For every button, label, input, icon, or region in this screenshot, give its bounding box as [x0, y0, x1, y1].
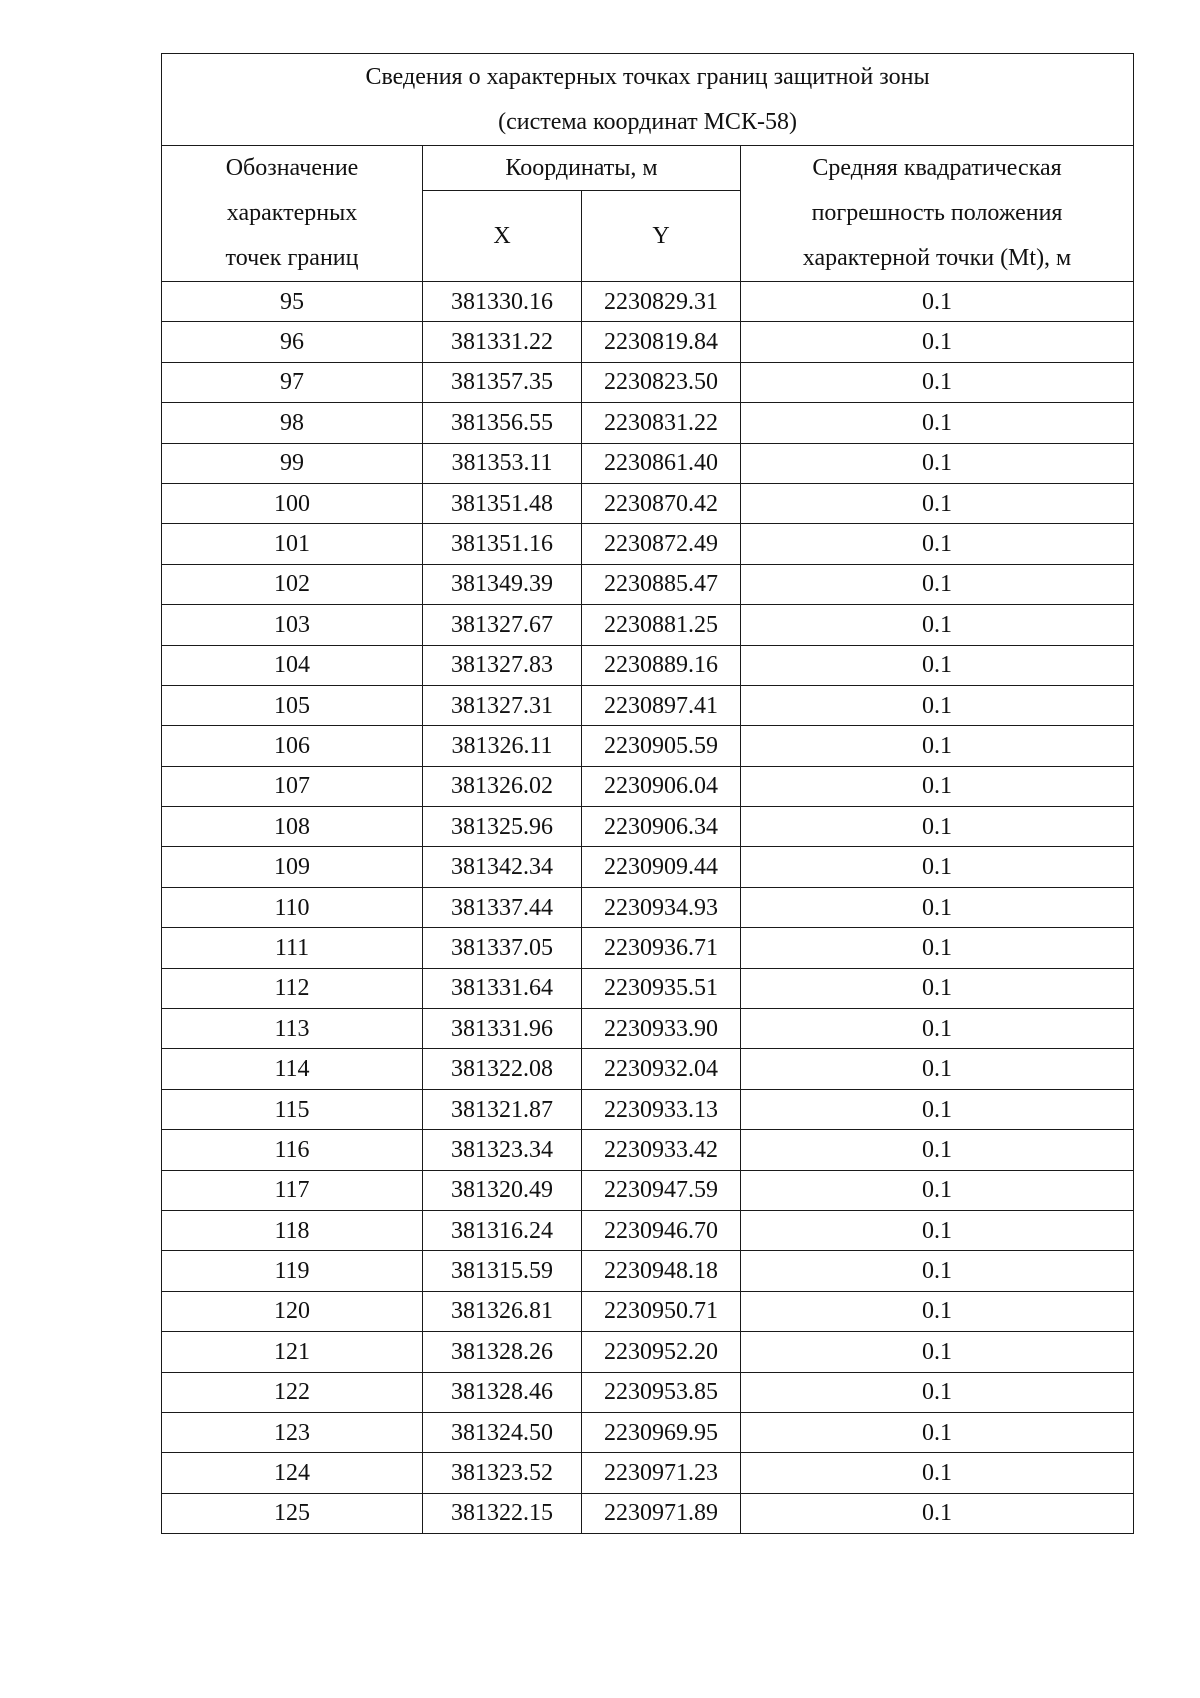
error-cell: 0.1: [741, 928, 1134, 968]
point-id-cell: 109: [162, 847, 423, 887]
point-id-cell: 120: [162, 1291, 423, 1331]
table-row: [162, 847, 1134, 887]
error-cell: 0.1: [741, 1251, 1134, 1291]
point-id-cell: 125: [162, 1493, 423, 1533]
x-coordinate-cell: 381349.39: [423, 564, 582, 604]
point-id-cell: 105: [162, 685, 423, 725]
table-row: [162, 1453, 1134, 1493]
x-coordinate-cell: 381357.35: [423, 362, 582, 402]
error-cell: 0.1: [741, 1170, 1134, 1210]
x-coordinate-cell: 381351.48: [423, 483, 582, 523]
header-error-line-2: погрешность положения: [811, 200, 1063, 226]
header-error: [741, 146, 1134, 282]
y-coordinate-cell: 2230881.25: [582, 605, 741, 645]
table-row: [162, 1170, 1134, 1210]
y-coordinate-cell: 2230909.44: [582, 847, 741, 887]
table-row: [162, 1049, 1134, 1089]
point-id-cell: 113: [162, 1009, 423, 1049]
point-id-cell: 100: [162, 483, 423, 523]
error-cell: 0.1: [741, 443, 1134, 483]
error-cell: 0.1: [741, 968, 1134, 1008]
table-row: [162, 1291, 1134, 1331]
point-id-cell: 98: [162, 403, 423, 443]
y-coordinate-cell: 2230952.20: [582, 1332, 741, 1372]
y-coordinate-cell: 2230933.90: [582, 1009, 741, 1049]
x-coordinate-cell: 381331.96: [423, 1009, 582, 1049]
error-cell: 0.1: [741, 807, 1134, 847]
boundary-points-table: [161, 53, 1134, 1534]
error-cell: 0.1: [741, 1291, 1134, 1331]
y-coordinate-cell: 2230969.95: [582, 1412, 741, 1452]
point-id-cell: 97: [162, 362, 423, 402]
y-coordinate-cell: 2230950.71: [582, 1291, 741, 1331]
y-coordinate-cell: 2230889.16: [582, 645, 741, 685]
y-coordinate-cell: 2230953.85: [582, 1372, 741, 1412]
x-coordinate-cell: 381324.50: [423, 1412, 582, 1452]
error-cell: 0.1: [741, 685, 1134, 725]
table-row: [162, 1089, 1134, 1129]
error-cell: 0.1: [741, 1412, 1134, 1452]
error-cell: 0.1: [741, 524, 1134, 564]
error-cell: 0.1: [741, 564, 1134, 604]
header-designation-line-3: точек границ: [225, 245, 359, 271]
x-coordinate-cell: 381331.64: [423, 968, 582, 1008]
error-cell: 0.1: [741, 887, 1134, 927]
y-coordinate-cell: 2230932.04: [582, 1049, 741, 1089]
table-row: [162, 1210, 1134, 1250]
header-error-line-1: Средняя квадратическая: [812, 155, 1062, 181]
point-id-cell: 118: [162, 1210, 423, 1250]
error-cell: 0.1: [741, 1372, 1134, 1412]
y-coordinate-cell: 2230971.23: [582, 1453, 741, 1493]
y-coordinate-cell: 2230906.04: [582, 766, 741, 806]
table-row: [162, 766, 1134, 806]
error-cell: 0.1: [741, 483, 1134, 523]
point-id-cell: 124: [162, 1453, 423, 1493]
point-id-cell: 96: [162, 322, 423, 362]
x-coordinate-cell: 381327.83: [423, 645, 582, 685]
error-cell: 0.1: [741, 1210, 1134, 1250]
point-id-cell: 121: [162, 1332, 423, 1372]
y-coordinate-cell: 2230933.13: [582, 1089, 741, 1129]
table-row: [162, 362, 1134, 402]
error-cell: 0.1: [741, 645, 1134, 685]
x-coordinate-cell: 381321.87: [423, 1089, 582, 1129]
table-row: [162, 807, 1134, 847]
point-id-cell: 115: [162, 1089, 423, 1129]
table-row: [162, 1372, 1134, 1412]
y-coordinate-cell: 2230935.51: [582, 968, 741, 1008]
point-id-cell: 104: [162, 645, 423, 685]
y-coordinate-cell: 2230819.84: [582, 322, 741, 362]
table-row: [162, 524, 1134, 564]
y-coordinate-cell: 2230897.41: [582, 685, 741, 725]
y-coordinate-cell: 2230885.47: [582, 564, 741, 604]
y-coordinate-cell: 2230947.59: [582, 1170, 741, 1210]
error-cell: 0.1: [741, 1049, 1134, 1089]
x-coordinate-cell: 381325.96: [423, 807, 582, 847]
x-coordinate-cell: 381328.46: [423, 1372, 582, 1412]
table-row: [162, 443, 1134, 483]
error-cell: 0.1: [741, 766, 1134, 806]
x-coordinate-cell: 381323.34: [423, 1130, 582, 1170]
table-row: [162, 322, 1134, 362]
error-cell: 0.1: [741, 1130, 1134, 1170]
header-coordinates: Координаты, м: [423, 146, 741, 191]
table-row: [162, 1332, 1134, 1372]
header-designation-line-1: Обозначение: [225, 155, 359, 181]
table-row: [162, 483, 1134, 523]
table-row: [162, 1493, 1134, 1533]
error-cell: 0.1: [741, 362, 1134, 402]
point-id-cell: 108: [162, 807, 423, 847]
table-row: [162, 968, 1134, 1008]
table-row: [162, 645, 1134, 685]
error-cell: 0.1: [741, 1332, 1134, 1372]
y-coordinate-cell: 2230829.31: [582, 282, 741, 322]
point-id-cell: 103: [162, 605, 423, 645]
x-coordinate-cell: 381330.16: [423, 282, 582, 322]
y-coordinate-cell: 2230905.59: [582, 726, 741, 766]
point-id-cell: 119: [162, 1251, 423, 1291]
point-id-cell: 116: [162, 1130, 423, 1170]
point-id-cell: 111: [162, 928, 423, 968]
error-cell: 0.1: [741, 322, 1134, 362]
error-cell: 0.1: [741, 1009, 1134, 1049]
table-row: [162, 564, 1134, 604]
y-coordinate-cell: 2230971.89: [582, 1493, 741, 1533]
point-id-cell: 102: [162, 564, 423, 604]
table-row: [162, 403, 1134, 443]
x-coordinate-cell: 381323.52: [423, 1453, 582, 1493]
table-row: [162, 1251, 1134, 1291]
x-coordinate-cell: 381326.81: [423, 1291, 582, 1331]
header-designation: [162, 146, 423, 282]
x-coordinate-cell: 381342.34: [423, 847, 582, 887]
table-title: [162, 54, 1134, 146]
table-row: [162, 685, 1134, 725]
x-coordinate-cell: 381356.55: [423, 403, 582, 443]
point-id-cell: 107: [162, 766, 423, 806]
table-title-line-2: (система координат МСК-58): [498, 108, 797, 135]
y-coordinate-cell: 2230948.18: [582, 1251, 741, 1291]
table-row: [162, 887, 1134, 927]
header-error-line-3: характерной точки (Mt), м: [802, 245, 1072, 271]
y-coordinate-cell: 2230872.49: [582, 524, 741, 564]
error-cell: 0.1: [741, 847, 1134, 887]
point-id-cell: 101: [162, 524, 423, 564]
point-id-cell: 122: [162, 1372, 423, 1412]
table-title-line-1: Сведения о характерных точках границ защитной зоны: [365, 63, 930, 90]
x-coordinate-cell: 381316.24: [423, 1210, 582, 1250]
y-coordinate-cell: 2230936.71: [582, 928, 741, 968]
x-coordinate-cell: 381337.44: [423, 887, 582, 927]
x-coordinate-cell: 381327.31: [423, 685, 582, 725]
error-cell: 0.1: [741, 1453, 1134, 1493]
point-id-cell: 112: [162, 968, 423, 1008]
table-row: [162, 928, 1134, 968]
point-id-cell: 110: [162, 887, 423, 927]
x-coordinate-cell: 381322.08: [423, 1049, 582, 1089]
y-coordinate-cell: 2230946.70: [582, 1210, 741, 1250]
y-coordinate-cell: 2230861.40: [582, 443, 741, 483]
table-row: [162, 1009, 1134, 1049]
error-cell: 0.1: [741, 1493, 1134, 1533]
point-id-cell: 99: [162, 443, 423, 483]
point-id-cell: 117: [162, 1170, 423, 1210]
point-id-cell: 106: [162, 726, 423, 766]
x-coordinate-cell: 381326.11: [423, 726, 582, 766]
x-coordinate-cell: 381327.67: [423, 605, 582, 645]
x-coordinate-cell: 381353.11: [423, 443, 582, 483]
table-row: [162, 726, 1134, 766]
header-x: X: [423, 191, 582, 282]
point-id-cell: 95: [162, 282, 423, 322]
error-cell: 0.1: [741, 403, 1134, 443]
x-coordinate-cell: 381328.26: [423, 1332, 582, 1372]
y-coordinate-cell: 2230870.42: [582, 483, 741, 523]
table-row: [162, 1130, 1134, 1170]
x-coordinate-cell: 381315.59: [423, 1251, 582, 1291]
point-id-cell: 114: [162, 1049, 423, 1089]
error-cell: 0.1: [741, 1089, 1134, 1129]
x-coordinate-cell: 381322.15: [423, 1493, 582, 1533]
y-coordinate-cell: 2230934.93: [582, 887, 741, 927]
x-coordinate-cell: 381326.02: [423, 766, 582, 806]
header-designation-line-2: характерных: [226, 200, 358, 226]
point-id-cell: 123: [162, 1412, 423, 1452]
x-coordinate-cell: 381351.16: [423, 524, 582, 564]
header-y: Y: [582, 191, 741, 282]
y-coordinate-cell: 2230823.50: [582, 362, 741, 402]
x-coordinate-cell: 381331.22: [423, 322, 582, 362]
y-coordinate-cell: 2230933.42: [582, 1130, 741, 1170]
y-coordinate-cell: 2230906.34: [582, 807, 741, 847]
table-row: [162, 605, 1134, 645]
error-cell: 0.1: [741, 726, 1134, 766]
table-row: [162, 282, 1134, 322]
x-coordinate-cell: 381337.05: [423, 928, 582, 968]
table-row: [162, 1412, 1134, 1452]
x-coordinate-cell: 381320.49: [423, 1170, 582, 1210]
error-cell: 0.1: [741, 605, 1134, 645]
y-coordinate-cell: 2230831.22: [582, 403, 741, 443]
error-cell: 0.1: [741, 282, 1134, 322]
